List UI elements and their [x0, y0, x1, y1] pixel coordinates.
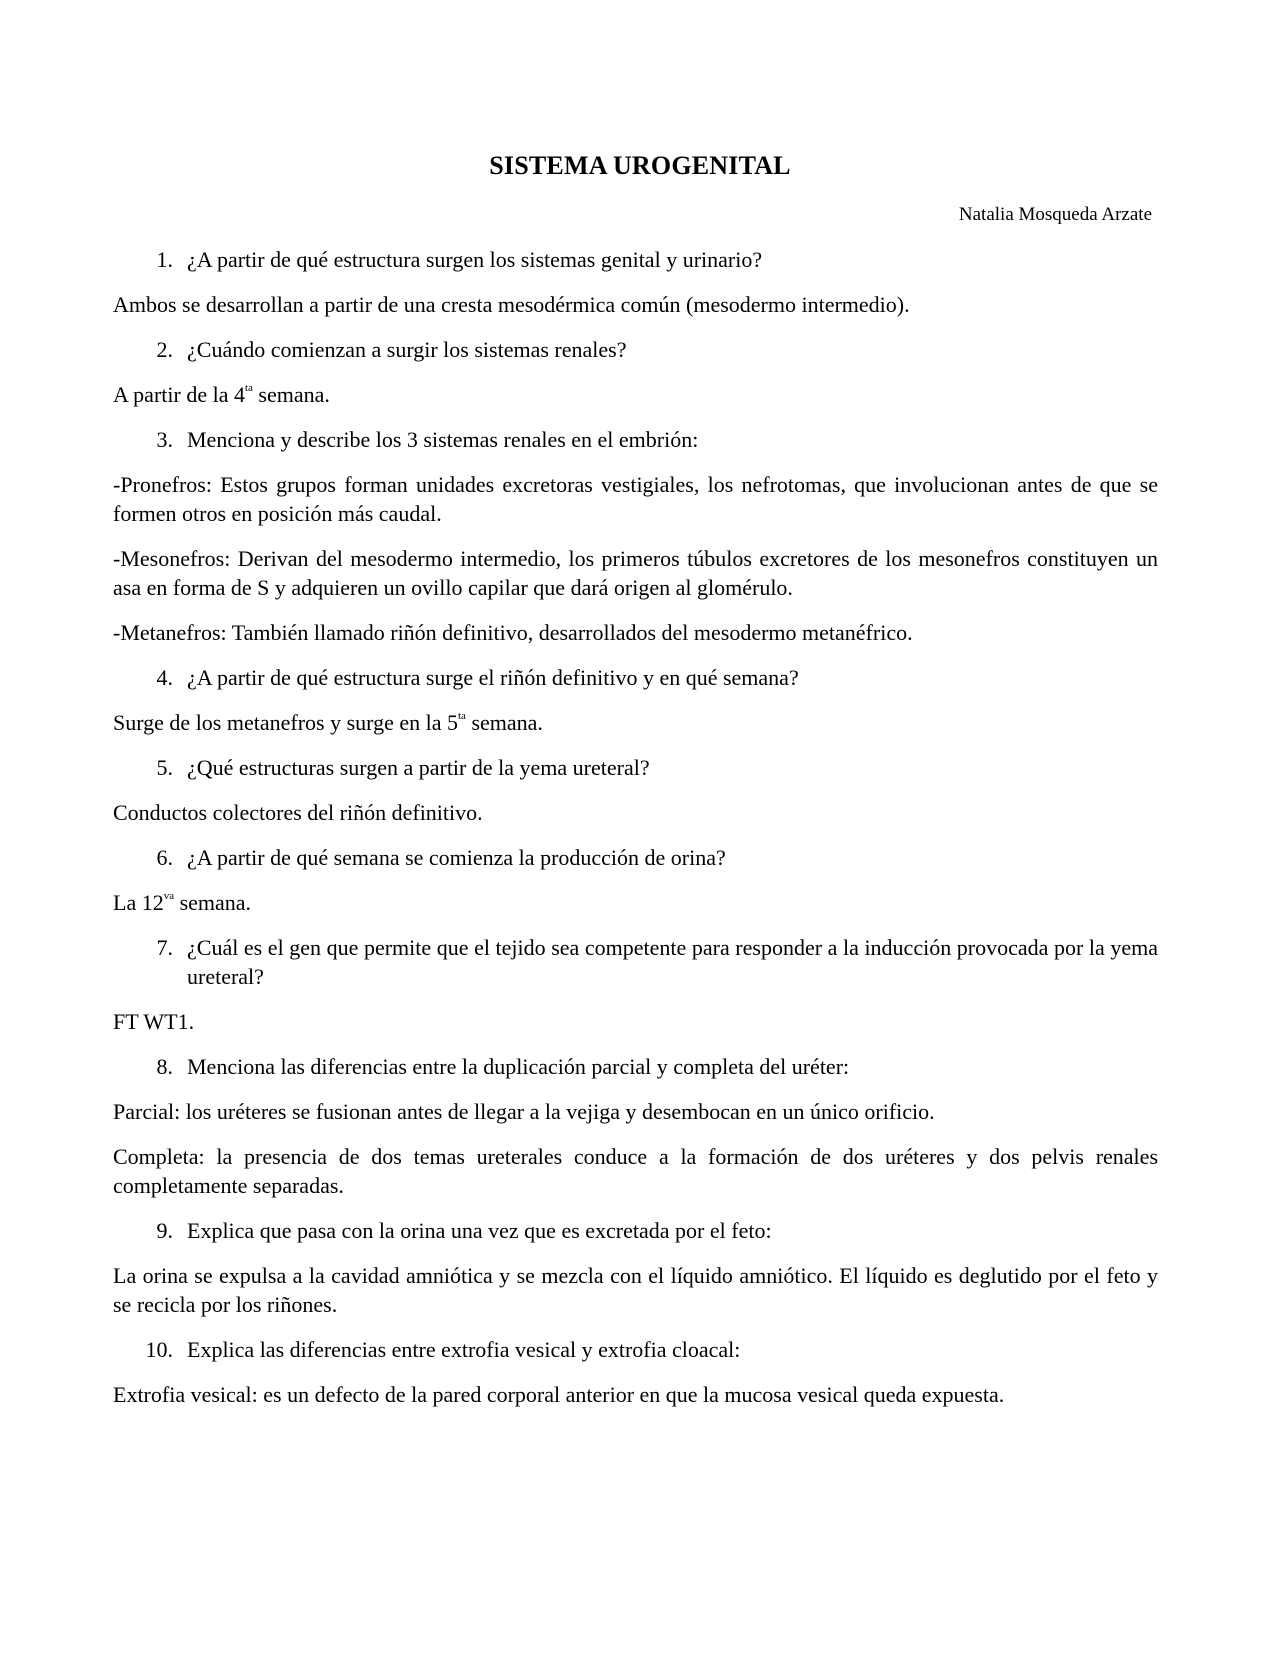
answer-3-pronefros: -Pronefros: Estos grupos forman unidades excretoras vestigiales, los nefrotomas, que involucionan antes de que se formen otros en posición más caudal.: [113, 472, 1158, 526]
question-number: 4.: [156, 665, 173, 690]
answer-3-mesonefros: -Mesonefros: Derivan del mesodermo intermedio, los primeros túbulos excretores de los mesonefros constituyen un asa en forma de S y adquieren un ovillo capilar que dará origen al glomérulo.: [113, 546, 1158, 600]
question-number: 6.: [156, 845, 173, 870]
question-8: [113, 1052, 1158, 1081]
question-number: 3.: [156, 427, 173, 452]
question-text: ¿A partir de qué estructura surge el riñón definitivo y en qué semana?: [187, 665, 799, 690]
answer-text: semana.: [465, 710, 543, 735]
question-text: Explica las diferencias entre extrofia vesical y extrofia cloacal:: [187, 1337, 741, 1362]
question-number: 2.: [156, 337, 173, 362]
ordinal-superscript: va: [163, 890, 175, 902]
question-text: ¿Qué estructuras surgen a partir de la yema ureteral?: [187, 755, 650, 780]
answer-5: Conductos colectores del riñón definitivo.: [113, 800, 483, 825]
question-1: [113, 245, 1158, 274]
answer-1: Ambos se desarrollan a partir de una cresta mesodérmica común (mesodermo intermedio).: [113, 292, 910, 317]
question-number: 1.: [156, 247, 173, 272]
answer-3-metanefros: -Metanefros: También llamado riñón definitivo, desarrollados del mesodermo metanéfrico.: [113, 620, 913, 645]
question-text: ¿Cuándo comienzan a surgir los sistemas renales?: [187, 337, 627, 362]
question-number: 8.: [156, 1054, 173, 1079]
question-4: [113, 663, 1158, 692]
question-text: Menciona y describe los 3 sistemas renales en el embrión:: [187, 427, 699, 452]
question-number: 10.: [145, 1337, 173, 1362]
ordinal-superscript: ta: [458, 710, 466, 722]
answer-4: [113, 708, 1158, 737]
question-7: [113, 933, 1158, 991]
question-text: ¿Cuál es el gen que permite que el tejido sea competente para responder a la inducción provocada por la yema ureteral?: [187, 935, 1158, 989]
question-3: [113, 425, 1158, 454]
question-10: [113, 1335, 1158, 1364]
ordinal-superscript: ta: [244, 382, 253, 394]
question-text: Explica que pasa con la orina una vez que es excretada por el feto:: [187, 1218, 772, 1243]
answer-text: A partir de la 4: [113, 382, 245, 407]
question-5: [113, 753, 1158, 782]
answer-text: La 12: [113, 890, 164, 915]
answer-8-completa: Completa: la presencia de dos temas ureterales conduce a la formación de dos uréteres y dos pelvis renales completamente separadas.: [113, 1144, 1158, 1198]
answer-7: FT WT1.: [113, 1009, 195, 1034]
question-number: 5.: [156, 755, 173, 780]
answer-text: semana.: [252, 382, 330, 407]
answer-10: Extrofia vesical: es un defecto de la pared corporal anterior en que la mucosa vesical queda expuesta.: [113, 1382, 1005, 1407]
question-number: 7.: [156, 935, 173, 960]
question-text: ¿A partir de qué semana se comienza la producción de orina?: [187, 845, 726, 870]
answer-2: [113, 380, 1158, 409]
question-number: 9.: [156, 1218, 173, 1243]
question-2: [113, 335, 1158, 364]
answer-8-parcial: Parcial: los uréteres se fusionan antes de llegar a la vejiga y desembocan en un único orificio.: [113, 1099, 935, 1124]
question-9: [113, 1216, 1158, 1245]
answer-9: La orina se expulsa a la cavidad amniótica y se mezcla con el líquido amniótico. El líquido es deglutido por el feto y se recicla por los riñones.: [113, 1263, 1158, 1317]
question-6: [113, 843, 1158, 872]
question-text: ¿A partir de qué estructura surgen los sistemas genital y urinario?: [187, 247, 763, 272]
author-name: Natalia Mosqueda Arzate: [958, 204, 1152, 225]
answer-text: Surge de los metanefros y surge en la 5: [113, 710, 458, 735]
answer-6: [113, 888, 1158, 917]
document-body: [113, 245, 1158, 1425]
answer-text: semana.: [174, 890, 252, 915]
page-title: SISTEMA UROGENITAL: [489, 151, 791, 180]
question-text: Menciona las diferencias entre la duplicación parcial y completa del uréter:: [187, 1054, 850, 1079]
